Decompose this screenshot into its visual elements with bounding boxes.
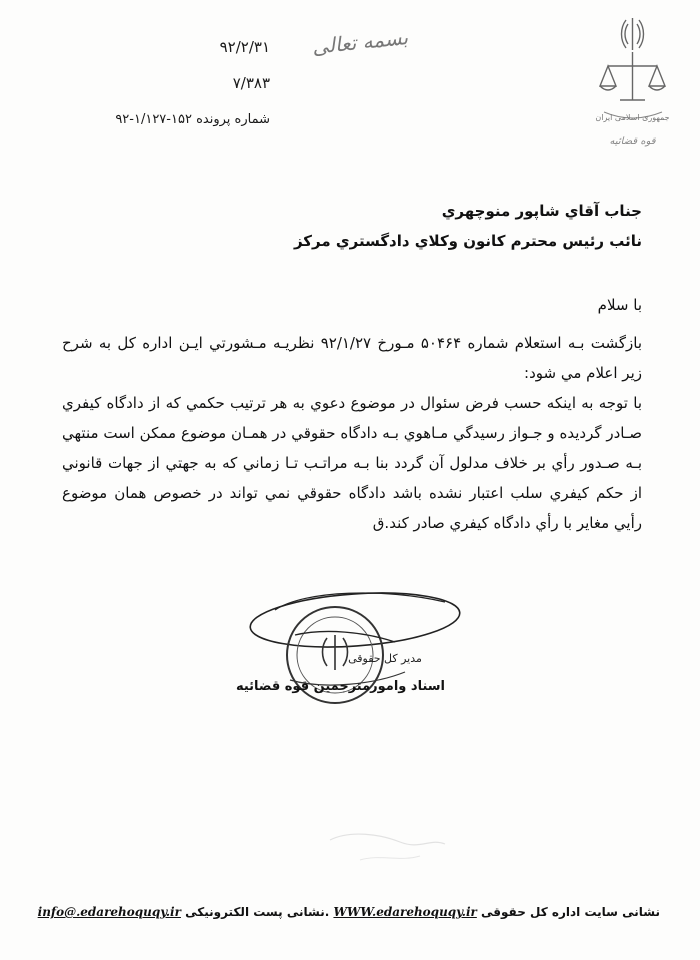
footer-site-label: نشانی سایت اداره کل حقوقی bbox=[481, 905, 660, 919]
emblem-caption-2: قوه قضائیه bbox=[609, 136, 656, 147]
paragraph-2: با توجه به اينكه حسب فرض سئوال در موضوع دعوي به هر ترتيب حكمي كه از دادگاه كيفري صـادر گرديده و جـواز رسيدگي مـاهوي بـه دادگاه حقوقي در همـان موضوع ممكن است منتهي بـه صـدور رأي بر خلاف مدلول آن گردد بنا بـه مراتـب تـا زماني كه به جهتي از جهات قانوني از حكم كيفري سلب اعتبار نشده باشد دادگاه حقوقي نمي تواند در خصوص همان موضوع رأيي مغاير با رأي دادگاه كيفري صادر كند.ق bbox=[62, 394, 642, 532]
scan-artifact bbox=[0, 820, 700, 900]
footer bbox=[37, 905, 660, 919]
letter-heading: بسمه تعالی bbox=[310, 25, 410, 59]
footer-site-url[interactable]: WWW.edarehoquqy.ir bbox=[333, 905, 477, 919]
letter-meta bbox=[40, 38, 270, 146]
iran-emblem-icon bbox=[590, 8, 675, 158]
signatory-name: اسناد وامورمترجمين قوه قضائيه bbox=[235, 679, 445, 694]
footer-email-label: .نشانی پست الکترونیکی bbox=[185, 905, 330, 919]
letter-body bbox=[62, 290, 642, 538]
file-number: شماره پرونده ۱۵۲-۱/۱۲۷-۹۲ bbox=[115, 112, 270, 127]
addressee-block bbox=[82, 196, 642, 256]
letter-number: ۷/۳۸۳ bbox=[232, 74, 270, 92]
official-stamp-icon bbox=[235, 580, 475, 730]
addressee-title: نائب رئيس محترم كانون وكلاي دادگستري مركز bbox=[293, 232, 642, 250]
emblem-caption-1: جمهوری اسلامی ایران bbox=[595, 113, 670, 122]
addressee-name: جناب آقاي شاپور منوچهري bbox=[441, 202, 642, 220]
paragraph-1: بازگشت بـه استعلام شماره ۵۰۴۶۴ مـورخ ۹۲/۱/۲۷ نظريـه مـشورتي ايـن اداره كل به شرح زير اعلام مي شود: bbox=[62, 334, 643, 382]
greeting: با سلام bbox=[597, 296, 642, 314]
stamp-text: مدیر کل حقوقی bbox=[348, 652, 422, 665]
letter-date: ۹۲/۲/۳۱ bbox=[219, 38, 270, 56]
footer-email[interactable]: info@.edarehoquqy.ir bbox=[37, 905, 181, 919]
